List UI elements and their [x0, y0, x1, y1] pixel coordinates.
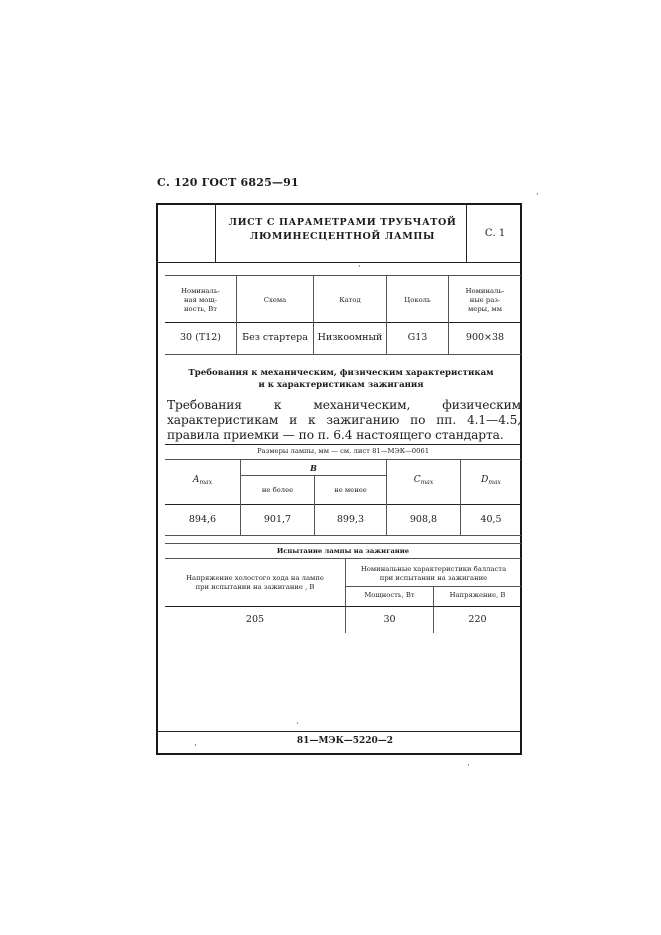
print-mark: ·	[194, 741, 197, 751]
header-line: при испытании на зажигание	[379, 574, 488, 582]
col-header-a	[165, 475, 240, 486]
cell-b-min: 899,3	[336, 514, 365, 525]
cell-dimensions: 900×38	[465, 332, 505, 343]
cell-ballast-voltage: 220	[468, 614, 487, 625]
print-mark: ·	[467, 761, 470, 771]
col-c-subscript: max	[420, 479, 434, 486]
requirements-title-line: Требования к механическим, физическим характеристикам	[188, 368, 494, 378]
col-header-power	[165, 287, 236, 314]
divider	[215, 204, 216, 262]
divider	[314, 475, 315, 535]
divider	[165, 543, 521, 544]
requirements-title	[160, 367, 522, 391]
cell-b-max: 901,7	[263, 514, 292, 525]
cell-open-circuit-voltage: 205	[245, 614, 265, 625]
col-header-cap: Цоколь	[404, 296, 431, 304]
header-line: ность, Вт	[184, 305, 217, 313]
divider	[157, 731, 521, 732]
divider	[165, 275, 521, 276]
cell-cap: G13	[407, 332, 428, 343]
cell-a-max: 894,6	[188, 514, 217, 525]
header-line: ные раз-	[469, 296, 501, 304]
col-header-ballast-voltage: Напряжение, В	[449, 591, 506, 599]
cell-scheme: Без стартера	[242, 332, 308, 343]
col-header-b: B	[310, 463, 317, 473]
sheet-title	[220, 216, 465, 244]
header-line: Номиналь-	[465, 287, 505, 295]
print-mark: ·	[358, 262, 361, 272]
col-a-subscript: max	[199, 479, 213, 486]
col-header-ballast-power: Мощность, Вт	[364, 591, 415, 599]
col-header-b-min: не менее	[334, 486, 367, 494]
divider	[165, 558, 521, 559]
col-header-d	[461, 475, 521, 486]
cell-d-max: 40,5	[480, 514, 502, 525]
header-line: ная мощ-	[183, 296, 218, 304]
header-line: меры, мм	[468, 305, 502, 313]
col-header-c	[387, 475, 460, 486]
print-mark: ·	[296, 719, 299, 729]
sheet-number: С. 1	[484, 228, 506, 239]
cell-c-max: 908,8	[409, 514, 438, 525]
cell-power: 30 (Т12)	[180, 332, 221, 343]
col-header-dimensions	[449, 287, 521, 314]
col-header-ballast	[346, 565, 521, 583]
col-a-symbol: A	[192, 475, 200, 485]
col-header-cathode: Катод	[339, 296, 361, 304]
col-header-b-max: не более	[261, 486, 294, 494]
requirements-text: Требования к механическим, физическим характеристикам и к зажиганию по пп. 4.1—4.5, правила приемки — по п. 6.4 настоящего стандарта.	[167, 398, 521, 442]
header-line: при испытании на зажигание , В	[195, 583, 315, 591]
running-head: С. 120 ГОСТ 6825—91	[157, 176, 299, 189]
col-d-symbol: D	[481, 475, 489, 485]
print-mark: ·	[536, 190, 539, 200]
divider	[157, 262, 521, 263]
sheet-title-line: ЛИСТ С ПАРАМЕТРАМИ ТРУБЧАТОЙ	[228, 217, 457, 228]
divider	[165, 459, 521, 460]
divider	[165, 322, 521, 323]
divider	[240, 475, 386, 476]
divider	[165, 354, 521, 355]
divider	[466, 204, 467, 262]
sheet-title-line: ЛЮМИНЕСЦЕНТНОЙ ЛАМПЫ	[250, 231, 435, 242]
cell-cathode: Низкоомный	[317, 332, 383, 343]
col-c-symbol: C	[413, 475, 421, 485]
col-header-open-circuit	[165, 574, 345, 592]
header-line: Номиналь-	[181, 287, 220, 295]
header-line: Номинальные характеристики балласта	[360, 565, 507, 573]
header-line: Напряжение холостого хода на лампе	[186, 574, 324, 582]
ignition-caption: Испытание лампы на зажигание	[276, 547, 410, 555]
dimensions-caption: Размеры лампы, мм — см. лист 81—МЭК—0061	[256, 447, 430, 455]
divider	[165, 606, 521, 607]
divider	[165, 504, 521, 505]
divider	[165, 444, 521, 445]
col-d-subscript: max	[488, 479, 501, 486]
sheet-designation: 81—МЭК—5220—2	[296, 736, 394, 746]
col-header-scheme: Схема	[263, 296, 287, 304]
cell-ballast-power: 30	[383, 614, 396, 625]
requirements-title-line: и к характеристикам зажигания	[258, 380, 424, 390]
divider	[165, 535, 521, 536]
